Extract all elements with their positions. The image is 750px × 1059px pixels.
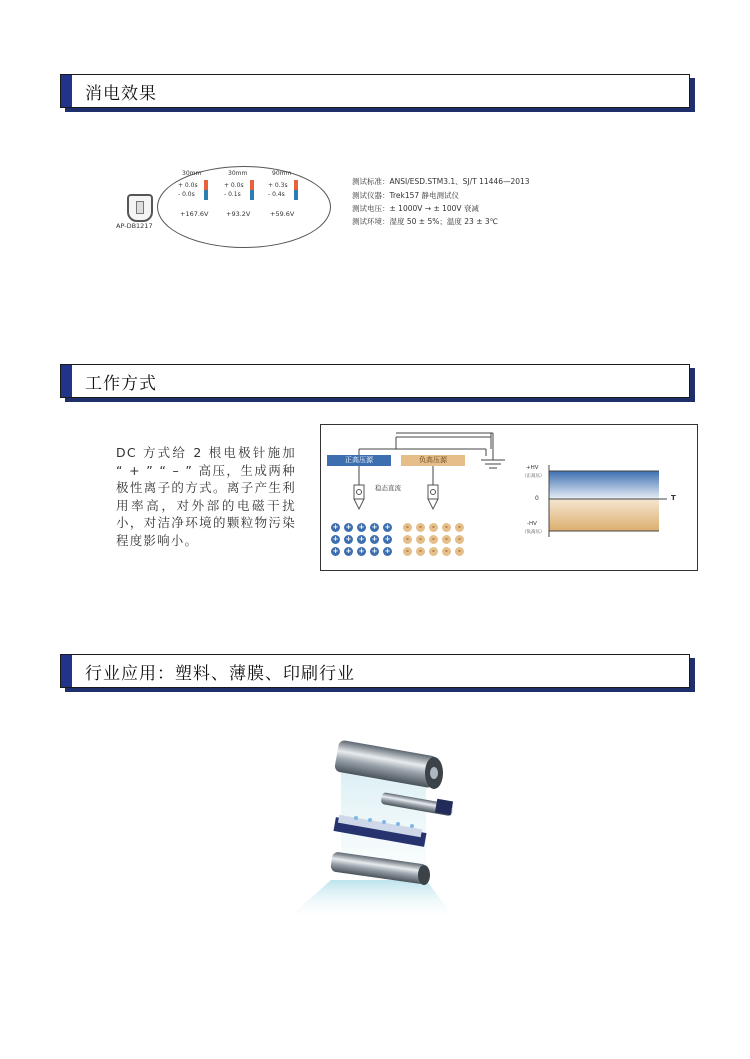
positive-ion: + bbox=[384, 547, 391, 555]
header-accent-bar bbox=[61, 365, 72, 397]
spec-voltage: 测试电压：± 1000V → ± 100V 衰减 bbox=[352, 204, 479, 213]
principle-diagram bbox=[320, 424, 698, 571]
negative-ion: - bbox=[403, 535, 412, 544]
positive-ion: + bbox=[384, 523, 391, 531]
distance-label: 30mm bbox=[182, 170, 202, 177]
negative-ion: - bbox=[403, 523, 412, 532]
pos-bar bbox=[204, 180, 208, 190]
positive-ion: + bbox=[332, 523, 339, 531]
positive-ion: + bbox=[345, 523, 352, 531]
axis-neg-label: -HV bbox=[527, 521, 537, 527]
section-header-work bbox=[60, 364, 690, 398]
spec-environment: 测试环境：湿度 50 ± 5%；温度 23 ± 3℃ bbox=[352, 217, 499, 226]
voltage-value: +59.6V bbox=[270, 210, 295, 218]
negative-ion: - bbox=[455, 523, 464, 532]
light-beam bbox=[286, 880, 456, 920]
neg-bar bbox=[294, 190, 298, 200]
section-header-effect bbox=[60, 74, 690, 108]
negative-ion: - bbox=[442, 547, 451, 556]
negative-ion: - bbox=[403, 547, 412, 556]
application-illustration bbox=[286, 740, 526, 920]
neg-time: - 0.1s bbox=[224, 191, 241, 198]
section-title: 消电效果 bbox=[85, 84, 157, 104]
measure-column bbox=[268, 170, 308, 240]
negative-ion: - bbox=[455, 535, 464, 544]
hv-chart bbox=[549, 465, 667, 537]
voltage-value: +167.6V bbox=[180, 210, 209, 218]
section-title: 行业应用：塑料、薄膜、印刷行业 bbox=[85, 664, 355, 684]
pos-time: + 0.0s bbox=[224, 182, 244, 189]
positive-ion: + bbox=[358, 535, 365, 543]
negative-ion: - bbox=[442, 535, 451, 544]
measure-column bbox=[178, 170, 218, 240]
positive-ion: + bbox=[358, 523, 365, 531]
pos-source-box: 正高压源 bbox=[327, 455, 391, 466]
negative-ion: - bbox=[429, 547, 438, 556]
neg-source-box: 负高压源 bbox=[401, 455, 465, 466]
neg-bar bbox=[204, 190, 208, 200]
electrode-neg bbox=[428, 485, 438, 509]
header-accent-bar bbox=[61, 75, 72, 107]
negative-ion: - bbox=[429, 535, 438, 544]
positive-ion: + bbox=[345, 535, 352, 543]
positive-ion: + bbox=[384, 535, 391, 543]
negative-ion: - bbox=[416, 547, 425, 556]
axis-t-label: T bbox=[671, 494, 676, 502]
positive-ion: + bbox=[345, 547, 352, 555]
work-description: DC 方式给 2 根电极针施加 “ + ” “ – ” 高压，生成两种极性离子的方式。离子产生利用率高，对外部的电磁干扰小，对洁净环境的颗粒物污染程度影响小。 bbox=[116, 445, 296, 548]
pos-time: + 0.3s bbox=[268, 182, 288, 189]
header-accent-bar bbox=[61, 655, 72, 687]
measure-column bbox=[224, 170, 264, 240]
negative-ion: - bbox=[429, 523, 438, 532]
positive-ion: + bbox=[332, 535, 339, 543]
device-icon bbox=[127, 194, 153, 222]
neg-bar bbox=[250, 190, 254, 200]
pos-time: + 0.0s bbox=[178, 182, 198, 189]
positive-ion: + bbox=[332, 547, 339, 555]
neg-time: - 0.4s bbox=[268, 191, 285, 198]
axis-neg-sub: （负高压） bbox=[522, 530, 545, 535]
positive-ion: + bbox=[371, 523, 378, 531]
distance-label: 30mm bbox=[228, 170, 248, 177]
electrode-pos bbox=[354, 485, 364, 509]
negative-ion: - bbox=[442, 523, 451, 532]
effect-figure bbox=[110, 170, 330, 260]
neg-time: - 0.0s bbox=[178, 191, 195, 198]
section-title: 工作方式 bbox=[85, 374, 157, 394]
mode-label: 稳态直流 bbox=[375, 484, 401, 492]
spec-instrument: 测试仪器：Trek157 静电测试仪 bbox=[352, 191, 460, 200]
positive-ion: + bbox=[358, 547, 365, 555]
section-header-application bbox=[60, 654, 690, 688]
positive-ion: + bbox=[371, 535, 378, 543]
spec-standard: 测试标准：ANSI/ESD.STM3.1、SJ/T 11446—2013 bbox=[352, 177, 530, 186]
negative-ion: - bbox=[416, 535, 425, 544]
axis-zero-label: 0 bbox=[535, 495, 539, 502]
distance-label: 90mm bbox=[272, 170, 292, 177]
device-label: AP-DB1217 bbox=[116, 222, 153, 230]
negative-ion: - bbox=[455, 547, 464, 556]
negative-ion: - bbox=[416, 523, 425, 532]
pos-bar bbox=[294, 180, 298, 190]
axis-pos-sub: （正高压） bbox=[522, 474, 545, 479]
axis-pos-label: +HV bbox=[526, 465, 539, 471]
pos-bar bbox=[250, 180, 254, 190]
positive-ion: + bbox=[371, 547, 378, 555]
voltage-value: +93.2V bbox=[226, 210, 251, 218]
